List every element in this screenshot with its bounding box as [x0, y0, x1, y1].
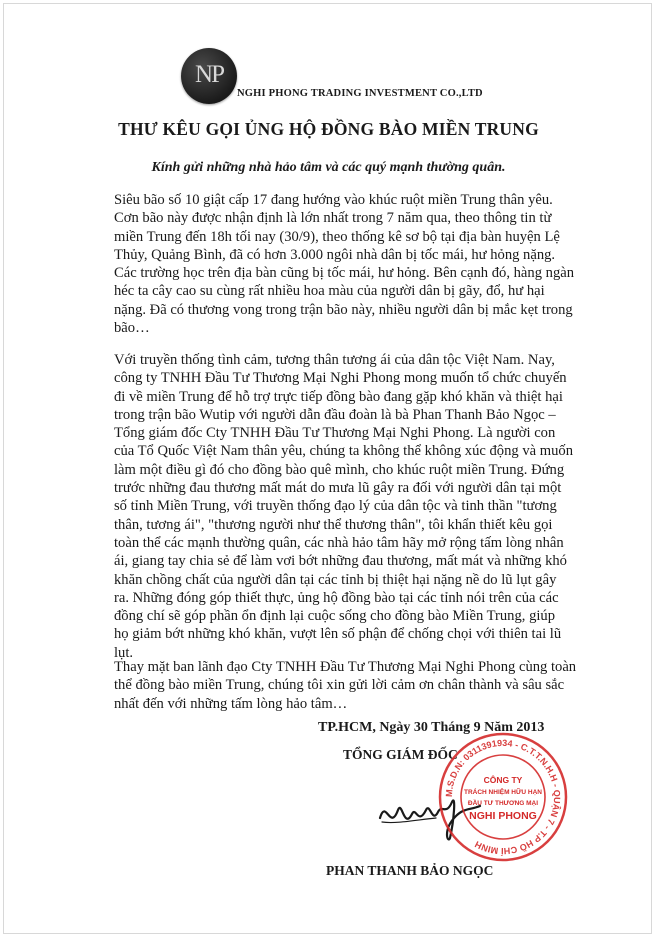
paragraph-line: trong trận bão Wutip với người dẫn đầu đoàn là bà Phan Thanh Bảo Ngọc –	[114, 406, 556, 423]
paragraph-line: số tỉnh Miền Trung, với truyền thống đạo lý của dân tộc và tinh thần "tương	[114, 498, 557, 515]
seal-ring-text: M.S.D.N: 0311391934 - C.T.T.N.H.H - QUẬN 7 - T.P HỒ CHÍ MINH	[443, 737, 563, 857]
paragraph-line: Cơn bão này được nhận định là lớn nhất trong 7 năm qua, theo thông tin từ	[114, 210, 552, 227]
paragraph-line: của Tổ Quốc Việt Nam thân yêu, chúng ta không thể không xúc động và muốn	[114, 443, 574, 460]
seal-line-1: CÔNG TY	[483, 775, 523, 785]
paragraph-line: thân, tương ái", "thương người như thể thương thân", tôi khẩn thiết kêu gọi	[114, 516, 553, 533]
seal-line-3: ĐẦU TƯ THƯƠNG MẠI	[467, 800, 539, 807]
paragraph-line: Với truyền thống tình cảm, tương thân tương ái của dân tộc Việt Nam. Nay,	[114, 352, 555, 368]
logo-text: NP	[195, 61, 223, 88]
paragraph-line: đồng chí sẽ góp phần ổn định lại cuộc sống cho đồng bào Miền Trung, giúp	[114, 608, 556, 625]
seal-line-4: NGHI PHONG	[469, 810, 537, 822]
paragraph-line: công ty TNHH Đầu Tư Thương Mại Nghi Phong mong muốn tổ chức chuyến	[114, 370, 567, 387]
paragraph-line: lụt.	[114, 644, 134, 661]
paragraph-line: Tổng giám đốc Cty TNHH Đầu Tư Thương Mại Nghi Phong. Là người con	[114, 425, 556, 442]
paragraph-line: bão…	[114, 320, 150, 337]
company-name: NGHI PHONG TRADING INVESTMENT CO.,LTD	[237, 88, 483, 99]
seal-line-2: TRÁCH NHIỆM HỮU HẠN	[464, 789, 542, 796]
paragraph-line: làm một điều gì đó cho đồng bào quê mình, cho khúc ruột miền Trung. Đứng	[114, 461, 565, 478]
signer-name: PHAN THANH BẢO NGỌC	[326, 863, 494, 878]
date-line: TP.HCM, Ngày 30 Tháng 9 Năm 2013	[318, 720, 545, 735]
paragraph-line: trước những đau thương mất mát do mưa lũ gây ra đối với người dân tại một	[114, 480, 562, 497]
paragraph-line: Thủy, Quảng Bình, đã có hơn 3.000 ngôi nhà dân bị tốc mái, hư hỏng nặng.	[114, 246, 556, 263]
paragraph-line: Thay mặt ban lãnh đạo Cty TNHH Đầu Tư Thương Mại Nghi Phong cùng toàn	[114, 659, 577, 675]
position-title: TỔNG GIÁM ĐỐC	[343, 747, 458, 762]
paragraph-1	[114, 191, 590, 337]
letter-title: THƯ KÊU GỌI ỦNG HỘ ĐỒNG BÀO MIỀN TRUNG	[118, 119, 539, 139]
paragraph-line: đi về miền Trung để hỗ trợ trực tiếp đồng bào đang gặp khó khăn và thiệt hại	[114, 388, 563, 405]
paragraph-3	[114, 658, 590, 713]
company-logo	[181, 48, 237, 104]
paragraph-line: họ giảm bớt những khó khăn, vượt lên số phận để chống chọi với thiên tai lũ	[114, 626, 562, 643]
paragraph-line: héc ta cây cao su cùng rất nhiều hoa màu của người dân bị gãy, đổ, hư hại	[114, 283, 545, 300]
paragraph-line: ái, giang tay chia sẻ để làm vơi bớt những đau thương, mất mát và những khó	[114, 553, 567, 570]
paragraph-line: toàn thể các mạnh thường quân, các nhà hảo tâm hãy mở rộng tấm lòng nhân	[114, 534, 564, 551]
paragraph-line: nhất đến với những tấm lòng hảo tâm…	[114, 695, 348, 712]
paragraph-line: miền Trung đến 18h tối nay (30/9), theo thống kê sơ bộ tại địa bàn huyện Lệ	[114, 228, 560, 245]
paragraph-2	[114, 351, 590, 662]
company-seal	[437, 731, 569, 863]
paragraph-line: nặng. Đã có thương vong trong trận bão này, nhiều người dân bị mắc kẹt trong	[114, 301, 573, 318]
paragraph-line: khăn chồng chất của người dân tại các tỉnh bị thiệt hại nặng nề do lũ lụt gây	[114, 571, 557, 588]
paragraph-line: thể đồng bào miền Trung, chúng tôi xin gửi lời cảm ơn chân thành và sâu sắc	[114, 677, 565, 694]
paragraph-line: Siêu bão số 10 giật cấp 17 đang hướng vào khúc ruột miền Trung thân yêu.	[114, 192, 553, 208]
paragraph-line: Các trường học trên địa bàn cũng bị tốc mái, hư hỏng. Bên cạnh đó, hàng ngàn	[114, 265, 575, 282]
paragraph-line: ra. Những đóng góp thiết thực, ủng hộ đồng bào tại các tỉnh nói trên của các	[114, 589, 559, 606]
letter-greeting: Kính gửi những nhà hảo tâm và các quý mạnh thường quân.	[151, 160, 506, 175]
